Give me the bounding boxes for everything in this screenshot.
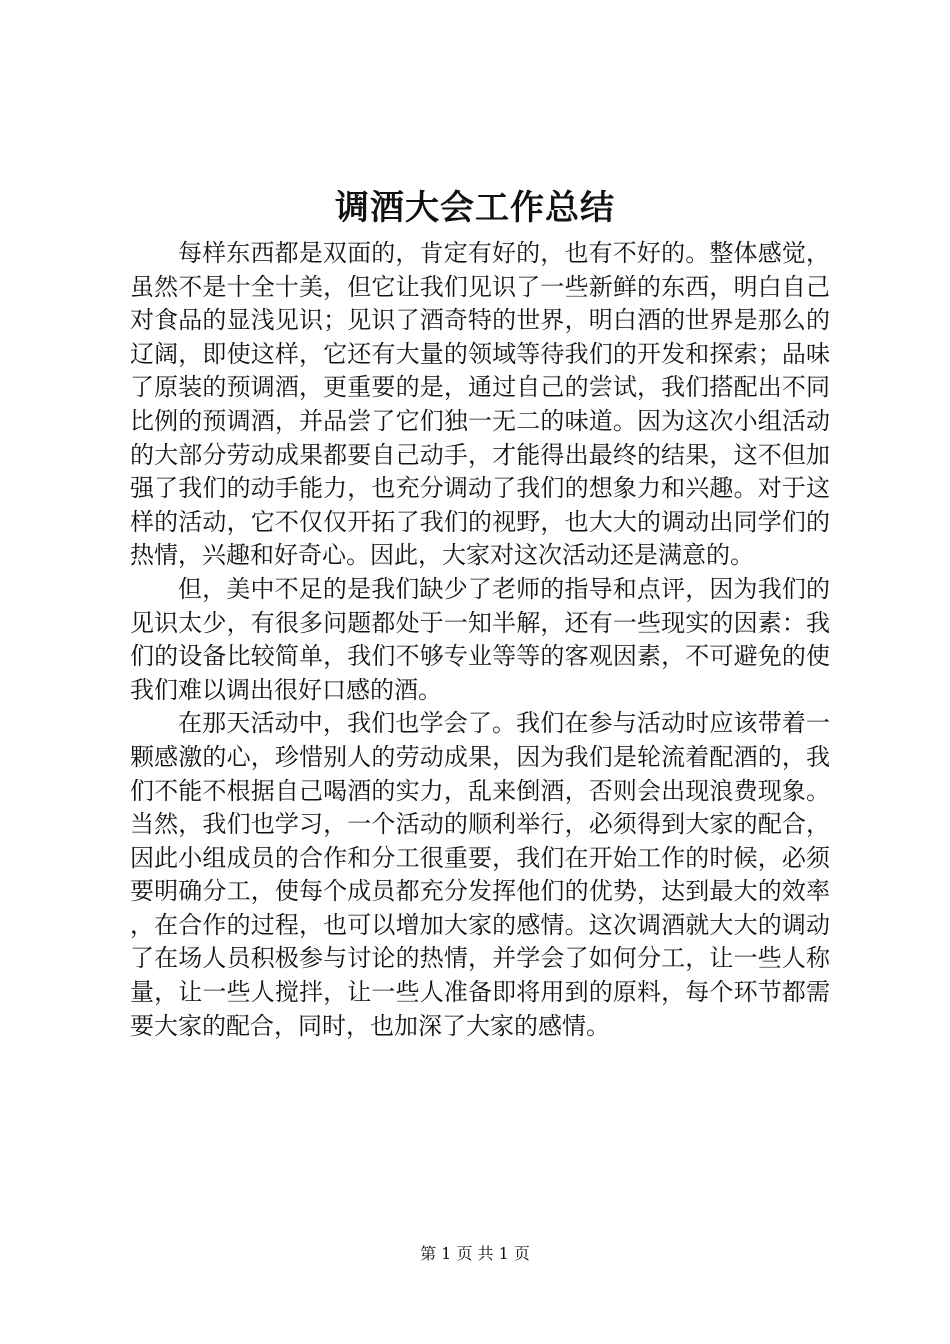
paragraph-3: 在那天活动中，我们也学会了。我们在参与活动时应该带着一颗感激的心，珍惜别人的劳动成果，因为我们是轮流着配酒的，我们不能不根据自己喝酒的实力，乱来倒酒，否则会出现浪费现象。当然，我们也学习，一个活动的顺利举行，必须得到大家的配合，因此小组成员的合作和分工很重要，我们在开始工作的时候，必须要明确分工，使每个成员都充分发挥他们的优势，达到最大的效率，在合作的过程，也可以增加大家的感情。这次调酒就大大的调动了在场人员积极参与讨论的热情，并学会了如何分工，让一些人称量，让一些人搅拌，让一些人准备即将用到的原料，每个环节都需要大家的配合，同时，也加深了大家的感情。 — [130, 709, 830, 1040]
paragraph-1: 每样东西都是双面的，肯定有好的，也有不好的。整体感觉，虽然不是十全十美，但它让我们见识了一些新鲜的东西，明白自己对食品的显浅见识；见识了酒奇特的世界，明白酒的世界是那么的辽阔，即使这样，它还有大量的领域等待我们的开发和探索；品味了原装的预调酒，更重要的是，通过自己的尝试，我们搭配出不同比例的预调酒，并品尝了它们独一无二的味道。因为这次小组活动的大部分劳动成果都要自己动手，才能得出最终的结果，这不但加强了我们的动手能力，也充分调动了我们的想象力和兴趣。对于这样的活动，它不仅仅开拓了我们的视野，也大大的调动出同学们的热情，兴趣和好奇心。因此，大家对这次活动还是满意的。 — [130, 239, 830, 570]
paragraph-2: 但，美中不足的是我们缺少了老师的指导和点评，因为我们的见识太少，有很多问题都处于一知半解，还有一些现实的因素：我们的设备比较简单，我们不够专业等等的客观因素，不可避免的使我们难以调出很好口感的酒。 — [130, 574, 830, 704]
page-number-footer: 第 1 页 共 1 页 — [420, 1244, 530, 1263]
document-body — [130, 237, 830, 1043]
document-title: 调酒大会工作总结 — [335, 188, 615, 228]
